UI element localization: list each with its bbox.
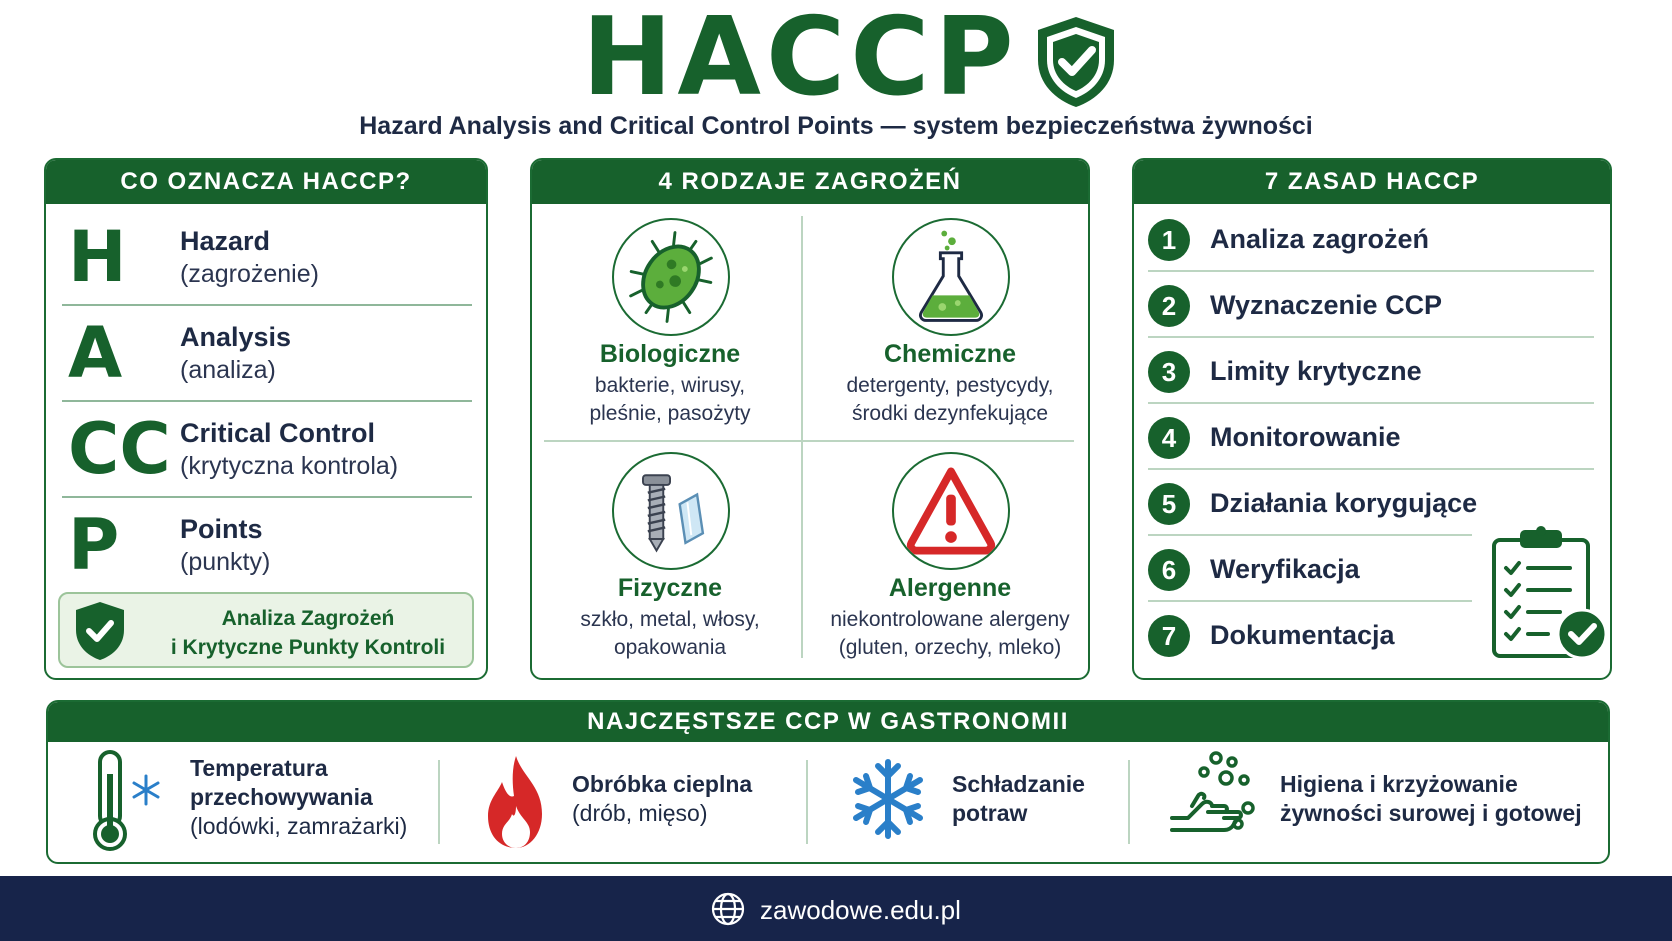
acronym-summary-box	[58, 592, 474, 668]
hazards-panel	[530, 158, 1090, 680]
screw-glass-icon	[612, 452, 730, 570]
hazard-desc-line: niekontrolowane alergeny	[830, 608, 1070, 631]
shield-check-icon	[74, 600, 126, 662]
acronym-translation: (punkty)	[180, 548, 271, 576]
acronym-summary-line: Analiza Zagrożeń	[221, 607, 395, 630]
footer	[0, 876, 1672, 941]
principle-number: 7	[1148, 615, 1190, 657]
ccp-label	[572, 770, 792, 828]
acronym-row-p	[62, 498, 472, 594]
principle-number: 5	[1148, 483, 1190, 525]
ccp-line: (lodówki, zamrażarki)	[190, 813, 408, 839]
principle-text: Limity krytyczne	[1210, 356, 1422, 386]
ccp-item-hygiene	[1168, 748, 1598, 860]
principle-number: 1	[1148, 219, 1190, 261]
principle-item	[1148, 342, 1594, 404]
handwash-icon	[1168, 748, 1264, 844]
hazard-desc-line: środki dezynfekujące	[851, 402, 1049, 425]
warning-icon	[892, 452, 1010, 570]
acronym-letter: P	[68, 504, 120, 586]
acronym-translation: (krytyczna kontrola)	[180, 452, 399, 480]
acronym-row-h	[62, 210, 472, 306]
hazard-desc-line: szkło, metal, włosy,	[580, 608, 760, 631]
clipboard-check-icon	[1488, 522, 1608, 664]
ccp-label	[190, 754, 420, 841]
hazard-physical	[532, 442, 808, 666]
principle-number: 6	[1148, 549, 1190, 591]
principles-heading: 7 ZASAD HACCP	[1134, 160, 1610, 204]
principle-number: 2	[1148, 285, 1190, 327]
hazard-desc-line: (gluten, orzechy, mleko)	[838, 636, 1062, 659]
snowflake-icon	[848, 756, 928, 842]
hazard-desc-line: detergenty, pestycydy,	[846, 374, 1054, 397]
hazard-name: Fizyczne	[617, 574, 723, 602]
ccp-line: Temperatura	[190, 755, 328, 781]
acronym-term: Analysis	[180, 322, 292, 352]
ccp-panel	[46, 700, 1610, 864]
hazards-heading: 4 RODZAJE ZAGROŻEŃ	[532, 160, 1088, 204]
footer-url[interactable]: zawodowe.edu.pl	[760, 895, 961, 925]
principle-item	[1148, 474, 1478, 536]
acronym-translation: (analiza)	[180, 356, 276, 384]
principle-text: Dokumentacja	[1210, 620, 1395, 650]
principle-number: 3	[1148, 351, 1190, 393]
ccp-line: przechowywania	[190, 784, 373, 810]
meaning-panel	[44, 158, 488, 680]
flask-icon	[892, 218, 1010, 336]
ccp-line: Higiena i krzyżowanie	[1280, 771, 1518, 797]
ccp-item-cooling	[848, 748, 1138, 860]
acronym-translation: (zagrożenie)	[180, 260, 319, 288]
acronym-row-cc	[62, 402, 472, 498]
ccp-label	[1280, 770, 1590, 828]
acronym-term: Points	[180, 514, 263, 544]
acronym-term: Hazard	[180, 226, 271, 256]
hazard-desc-line: pleśnie, pasożyty	[589, 402, 751, 425]
hazard-desc-line: opakowania	[613, 636, 727, 659]
hazard-name: Alergenne	[888, 574, 1012, 602]
principle-text: Analiza zagrożeń	[1210, 224, 1430, 254]
principle-number: 4	[1148, 417, 1190, 459]
principle-text: Wyznaczenie CCP	[1210, 290, 1443, 320]
principles-panel	[1132, 158, 1612, 680]
hazard-name: Chemiczne	[884, 340, 1016, 368]
ccp-item-heat	[468, 748, 798, 860]
acronym-letter: H	[68, 216, 127, 298]
ccp-heading: NAJCZĘSTSZE CCP W GASTRONOMII	[48, 702, 1608, 742]
hazard-description	[812, 372, 1088, 428]
acronym-summary	[146, 604, 470, 662]
hazard-description	[812, 606, 1088, 662]
principle-item	[1148, 606, 1472, 668]
ccp-line: Obróbka cieplna	[572, 771, 753, 797]
principle-text: Weryfikacja	[1210, 554, 1360, 584]
ccp-line: potraw	[952, 800, 1028, 826]
flame-icon	[478, 752, 554, 852]
thermometer-icon	[88, 748, 168, 852]
bacteria-icon	[612, 218, 730, 336]
hazard-biological	[532, 208, 808, 432]
principle-item	[1148, 276, 1594, 338]
hazard-description	[532, 372, 808, 428]
shield-check-icon	[1034, 14, 1118, 110]
ccp-item-temperature	[78, 748, 408, 860]
ccp-line: żywności surowej i gotowej	[1280, 800, 1582, 826]
divider	[1128, 760, 1130, 844]
page-title: HACCP	[582, 0, 1019, 120]
acronym-summary-line: i Krytyczne Punkty Kontroli	[170, 636, 446, 659]
hazard-allergen	[812, 442, 1088, 666]
principle-item	[1148, 210, 1594, 272]
ccp-label	[952, 770, 1132, 828]
title-row	[0, 0, 1672, 120]
acronym-term: Critical Control	[180, 418, 376, 448]
principle-text: Działania korygujące	[1210, 488, 1478, 518]
ccp-line: (drób, mięso)	[572, 800, 708, 826]
divider	[438, 760, 440, 844]
principle-text: Monitorowanie	[1210, 422, 1401, 452]
hazard-name: Biologiczne	[599, 340, 741, 368]
principle-item	[1148, 408, 1594, 470]
hazard-desc-line: bakterie, wirusy,	[594, 374, 746, 397]
acronym-row-a	[62, 306, 472, 402]
globe-icon	[710, 891, 746, 927]
acronym-letter: CC	[68, 408, 171, 490]
principle-item	[1148, 540, 1472, 602]
hazard-chemical	[812, 208, 1088, 432]
page-subtitle: Hazard Analysis and Critical Control Points — system bezpieczeństwa żywności	[359, 112, 1313, 140]
ccp-line: Schładzanie	[952, 771, 1085, 797]
hazard-description	[532, 606, 808, 662]
meaning-heading: CO OZNACZA HACCP?	[46, 160, 486, 204]
acronym-letter: A	[68, 312, 123, 394]
divider	[806, 760, 808, 844]
